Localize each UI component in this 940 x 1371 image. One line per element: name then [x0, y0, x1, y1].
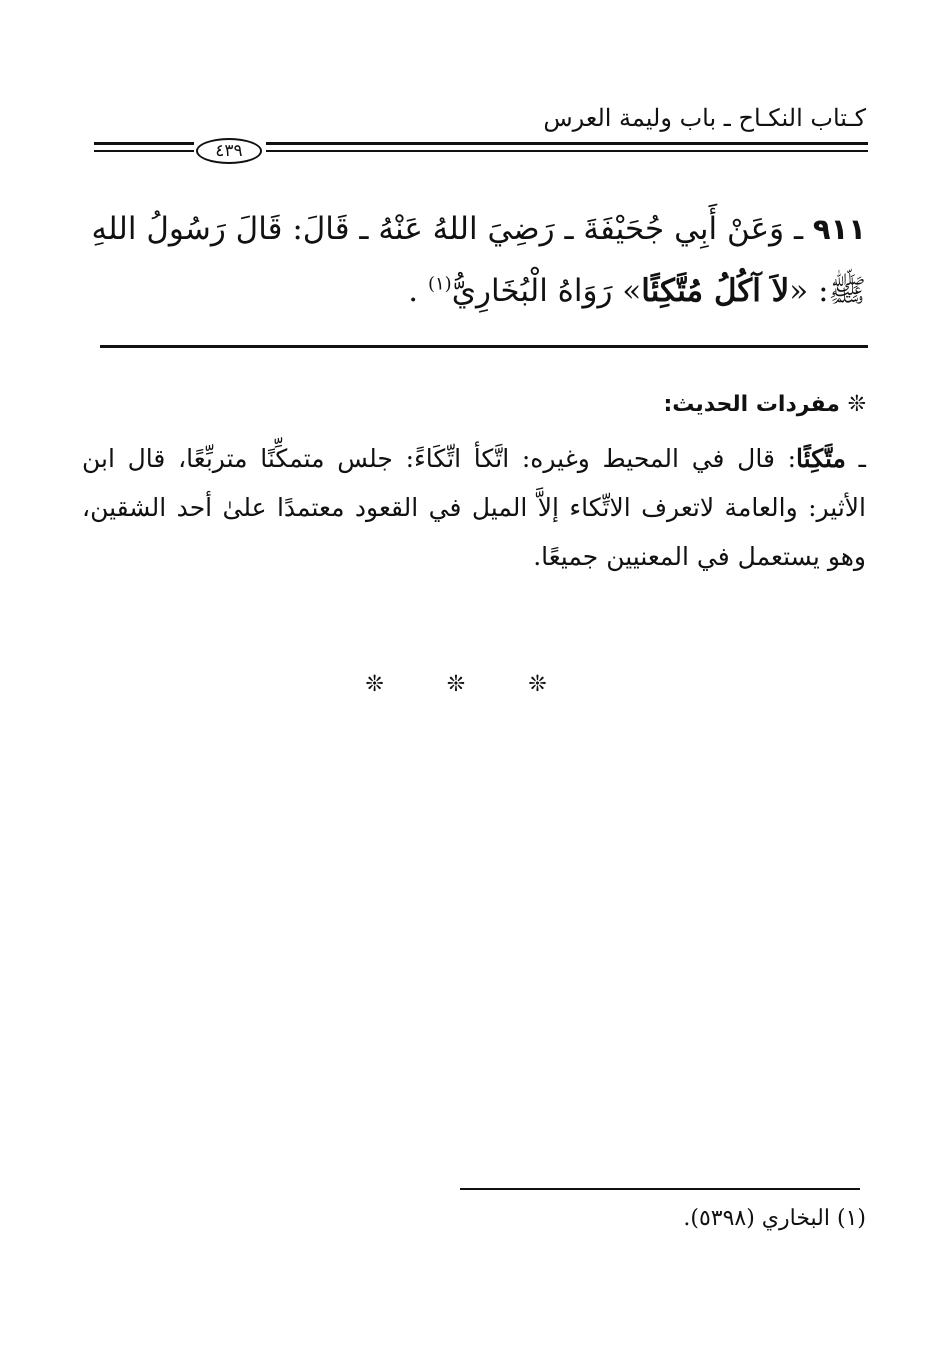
header-rule [94, 138, 868, 162]
vocab-lead-dash: ـ [845, 444, 866, 473]
vocab-line-2: الأثير: والعامة لاتعرف الاتِّكاء إلاَّ الميل في القعود معتمدًا علىٰ أحد الشقين، [82, 493, 866, 522]
page-number: ٤٣٩ [196, 138, 262, 164]
hadith-footnote-marker: (١) [427, 273, 452, 295]
running-title: كـتاب النكـاح ـ باب وليمة العرس [543, 104, 866, 132]
header-rule-right-thin [266, 150, 868, 152]
vocab-term: متَّكِئًا [796, 444, 846, 473]
hadith-quote: لاَ آكُلُ مُتَّكِئًا [641, 273, 790, 309]
header-rule-right-thick [266, 142, 868, 145]
section-divider [100, 345, 868, 348]
hadith-text [86, 198, 866, 322]
hadith-line-1-text: وَعَنْ أَبِي جُحَيْفَةَ ـ رَضِيَ اللهُ عَنْهُ ـ قَالَ: قَالَ رَسُولُ اللهِ [91, 211, 785, 247]
header-rule-left-thick [94, 142, 194, 145]
hadith-line-2 [86, 260, 866, 322]
footnote-rule [460, 1188, 860, 1190]
vocab-line-1 [82, 434, 866, 483]
vocab-body [82, 434, 866, 581]
section-separator-stars: ❊ ❊ ❊ [365, 672, 575, 697]
hadith-line-2-prefix: ﷺ: « [789, 273, 866, 309]
hadith-line-2-suffix: » رَوَاهُ الْبُخَارِيُّ [451, 273, 642, 309]
hadith-dash: ـ [793, 211, 804, 247]
vocab-line-1-rest: : قال في المحيط وغيره: اتَّكأ اتِّكَاءً: جلس متمكِّنًا متربِّعًا، قال ابن [82, 444, 797, 473]
hadith-number: ٩١١ [812, 212, 866, 246]
footnote-text: البخاري (٥٣٩٨). [683, 1206, 830, 1231]
header-rule-left-thin [94, 150, 194, 152]
hadith-end: . [408, 273, 428, 309]
hadith-line-1 [86, 198, 866, 260]
footnote-marker: (١) [836, 1206, 866, 1231]
footnote [683, 1206, 866, 1231]
vocab-heading: ❊ مفردات الحديث: [663, 392, 866, 417]
vocab-line-3: وهو يستعمل في المعنيين جميعًا. [533, 542, 866, 571]
